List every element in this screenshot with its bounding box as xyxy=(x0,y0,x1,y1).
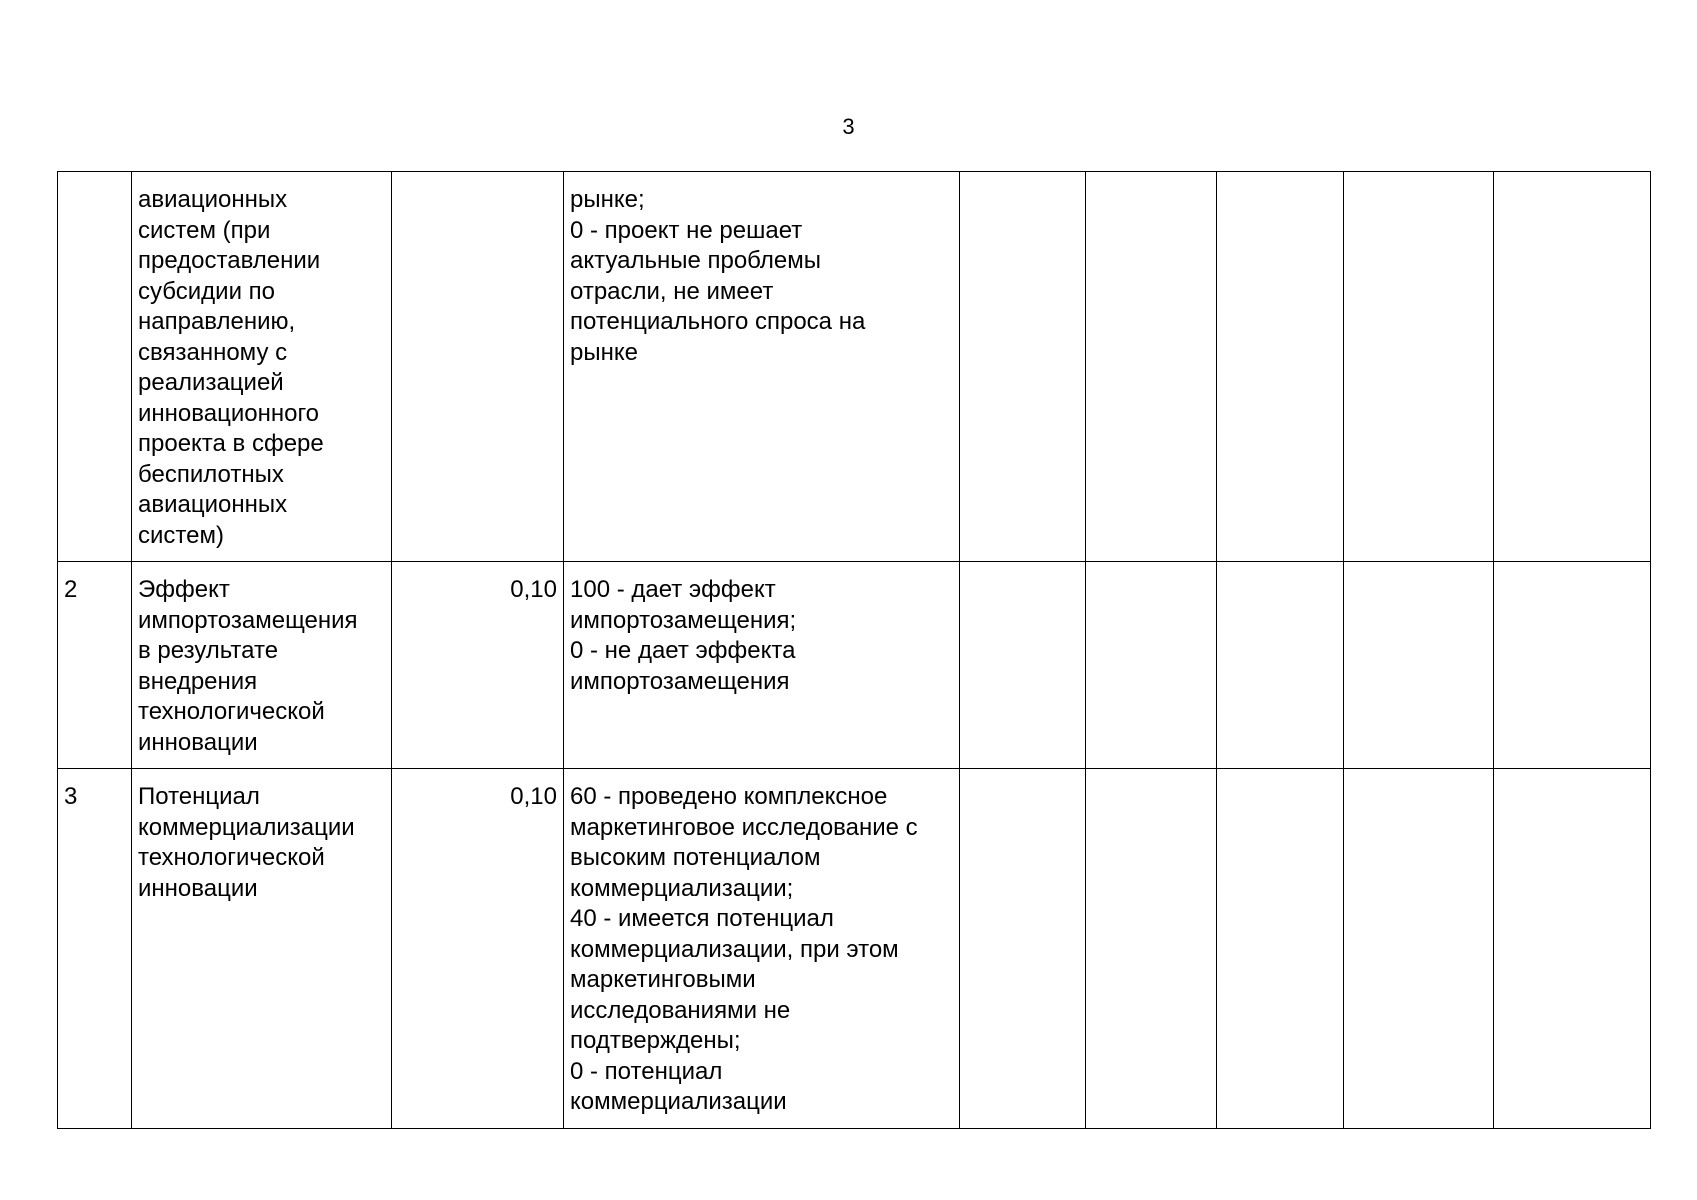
empty-cell xyxy=(1344,769,1494,1129)
empty-cell xyxy=(1494,562,1651,769)
scale-cell: 100 - дает эффект импортозамещения; 0 - не дает эффекта импортозамещения xyxy=(564,562,960,769)
criterion-cell: Эффект импортозамещения в результате внедрения технологической инновации xyxy=(132,562,392,769)
empty-cell xyxy=(1086,172,1217,562)
weight-cell: 0,10 xyxy=(392,769,564,1129)
weight-cell xyxy=(392,172,564,562)
criterion-cell: Потенциал коммерциализации технологической инновации xyxy=(132,769,392,1129)
scale-cell: рынке; 0 - проект не решает актуальные проблемы отрасли, не имеет потенциального спроса на рынке xyxy=(564,172,960,562)
empty-cell xyxy=(1494,769,1651,1129)
weight-cell: 0,10 xyxy=(392,562,564,769)
table-row xyxy=(58,172,1651,562)
table-row xyxy=(58,562,1651,769)
criterion-cell: авиационных систем (при предоставлении субсидии по направлению, связанному с реализацией инновационного проекта в сфере беспилотных авиационных систем) xyxy=(132,172,392,562)
empty-cell xyxy=(1086,562,1217,769)
empty-cell xyxy=(1494,172,1651,562)
empty-cell xyxy=(1217,172,1344,562)
empty-cell xyxy=(960,562,1086,769)
table-row xyxy=(58,769,1651,1129)
row-number-cell: 2 xyxy=(58,562,132,769)
page-number: 3 xyxy=(842,114,855,139)
row-number-cell: 3 xyxy=(58,769,132,1129)
empty-cell xyxy=(1344,562,1494,769)
scale-cell: 60 - проведено комплексное маркетинговое исследование с высоким потенциалом коммерциализации; 40 - имеется потенциал коммерциализации, при этом маркетинговыми исследованиями не подтверждены; 0 - потенциал коммерциализации xyxy=(564,769,960,1129)
empty-cell xyxy=(1344,172,1494,562)
empty-cell xyxy=(960,172,1086,562)
row-number-cell xyxy=(58,172,132,562)
empty-cell xyxy=(1217,769,1344,1129)
empty-cell xyxy=(1217,562,1344,769)
evaluation-criteria-table xyxy=(57,171,1651,1129)
empty-cell xyxy=(960,769,1086,1129)
empty-cell xyxy=(1086,769,1217,1129)
